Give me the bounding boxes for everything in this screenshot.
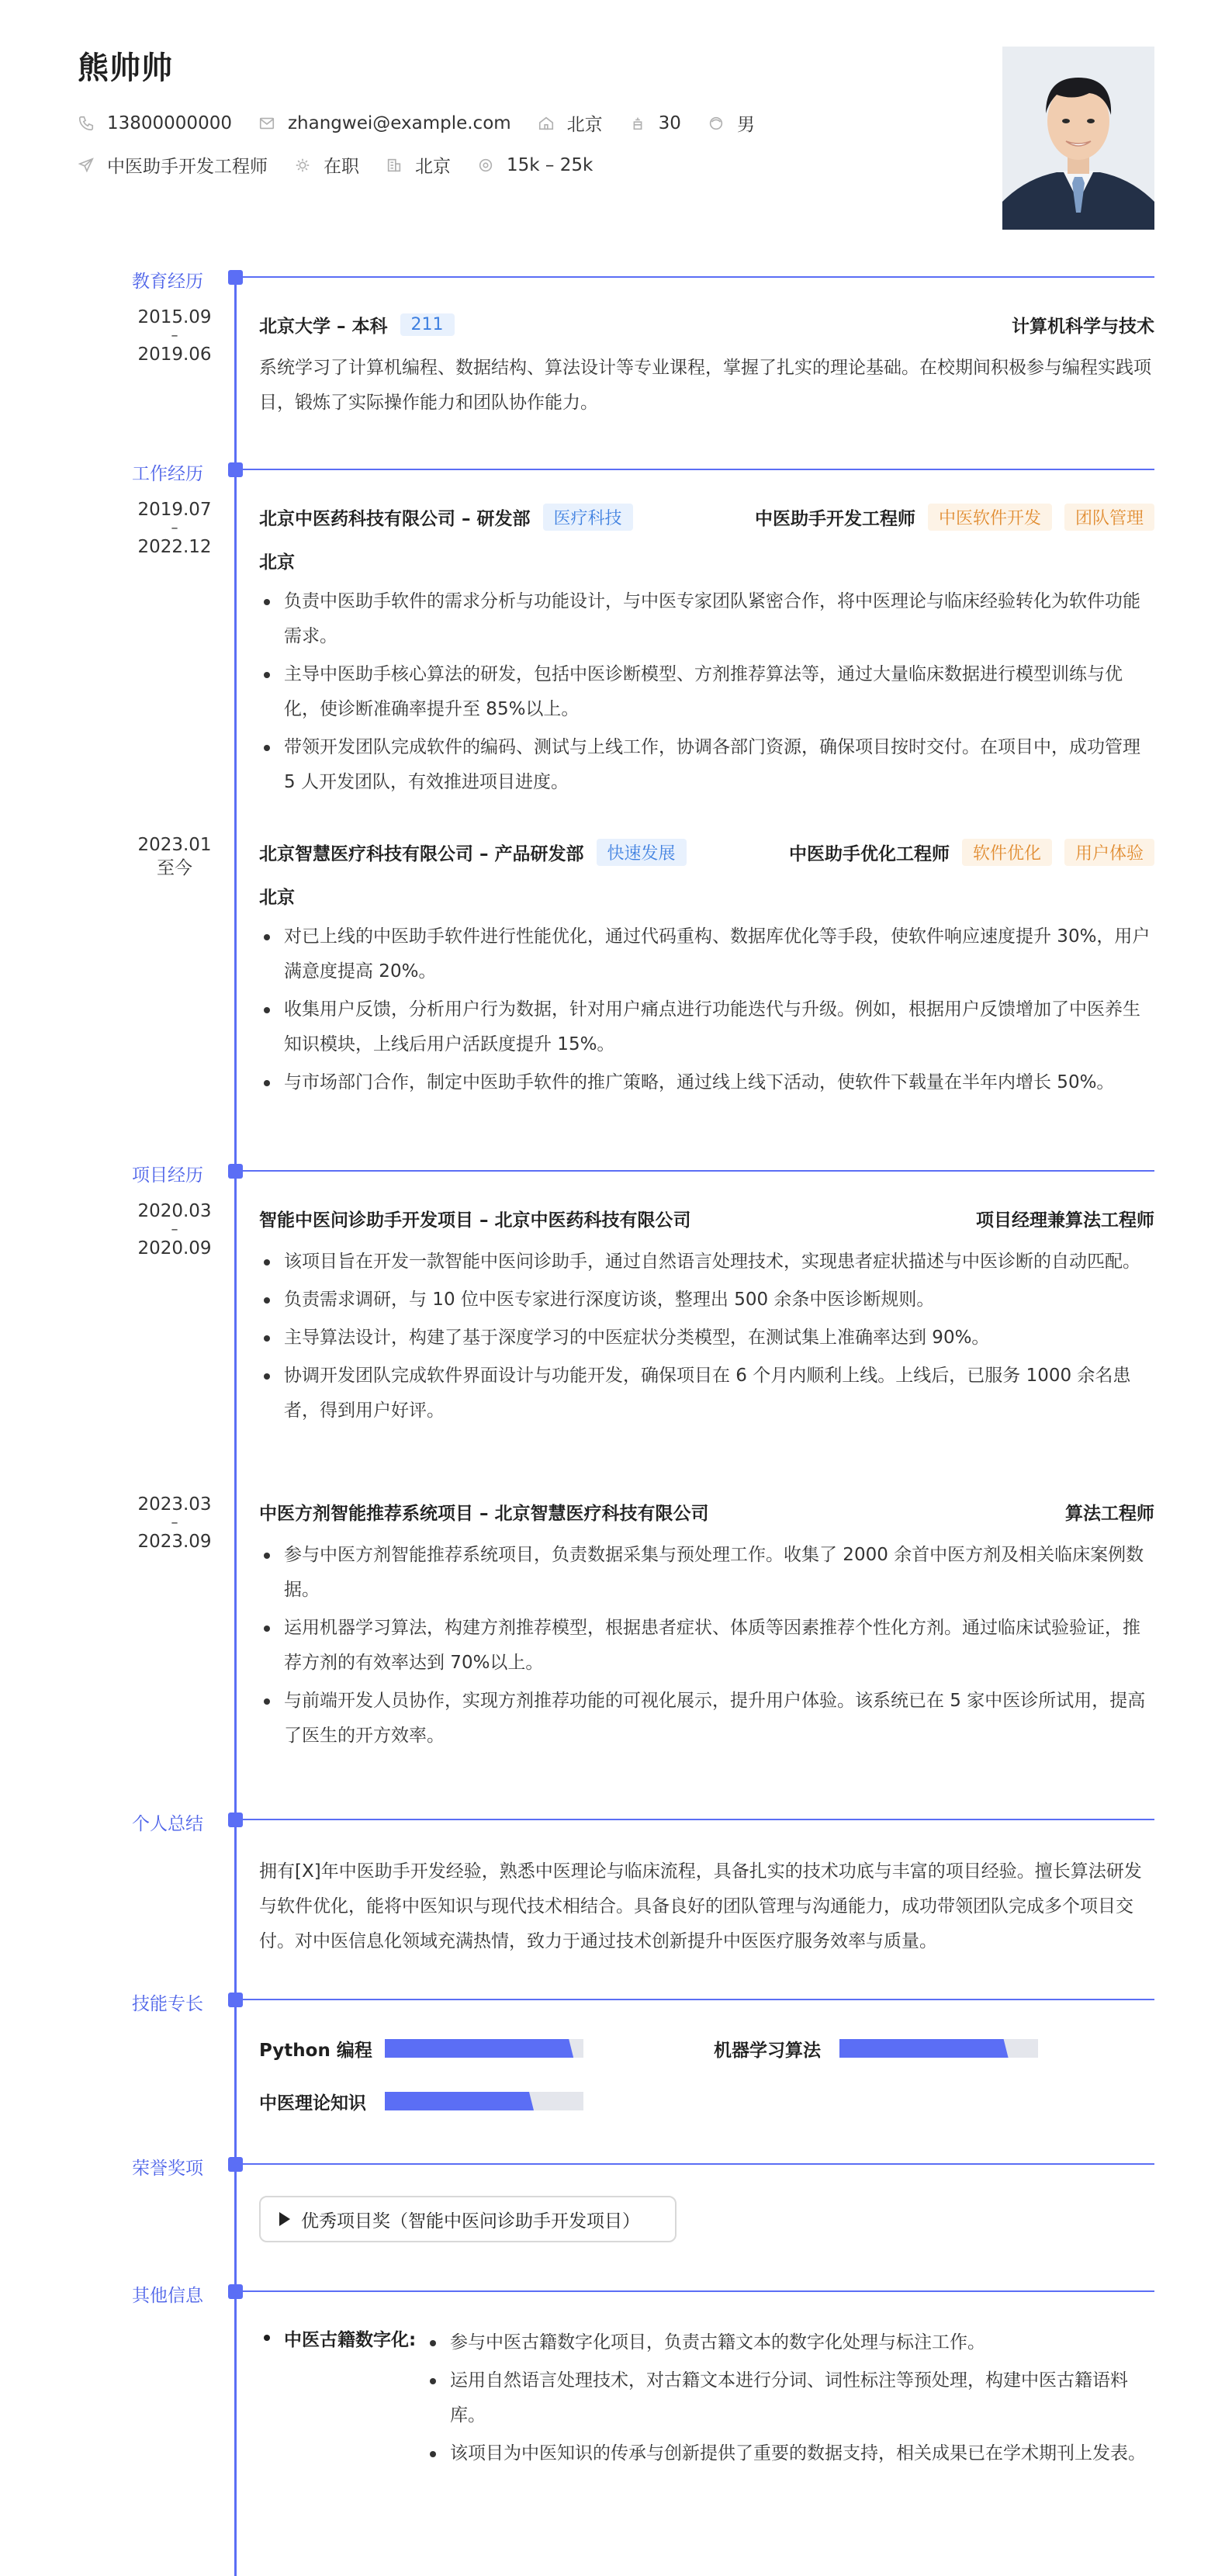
- project-entry-right: [976, 1206, 1154, 1231]
- section-marker-icon: [228, 2157, 243, 2172]
- date-separator: –: [171, 1515, 178, 1531]
- project-section-title: 项目经历: [132, 1165, 203, 1186]
- caret-right-icon: [279, 2212, 290, 2226]
- list-item: 该项目旨在开发一款智能中医问诊助手，通过自然语言处理技术，实现患者症状描述与中医诊断的自动匹配。: [259, 1245, 1154, 1279]
- section-marker-icon: [228, 2284, 243, 2299]
- school-tag: 211: [400, 313, 455, 336]
- candidate-name: 熊帅帅: [78, 50, 173, 86]
- date-separator: –: [171, 520, 178, 536]
- project-entry-2: [259, 1496, 1154, 1757]
- skill-item: [714, 2036, 821, 2062]
- age-text: 30: [658, 113, 681, 133]
- company-title: 北京智慧医疗科技有限公司 – 产品研发部: [259, 843, 584, 864]
- project-entry-head: [259, 1203, 1154, 1234]
- date-separator: –: [171, 327, 178, 344]
- city-item: [538, 110, 603, 136]
- education-description: 系统学习了计算机编程、数据结构、算法设计等专业课程，掌握了扎实的理论基础。在校期间积极参与编程实践项目，锻炼了实际操作能力和团队协作能力。: [259, 358, 1151, 413]
- city-text: 北京: [566, 115, 603, 135]
- list-item: 主导算法设计，构建了基于深度学习的中医症状分类模型，在测试集上准确率达到 90%。: [259, 1321, 1154, 1356]
- expected-city-item: [386, 152, 451, 178]
- skill-name: 机器学习算法: [714, 2041, 821, 2061]
- work-section-header: [0, 455, 1232, 486]
- date-start: 2015.09: [137, 307, 212, 327]
- education-section-title: 教育经历: [132, 272, 203, 292]
- section-divider: [243, 1999, 1154, 2000]
- gender-icon: [708, 115, 725, 132]
- work-date-1: [93, 498, 256, 559]
- list-item: 协调开发团队完成软件界面设计与功能开发，确保项目在 6 个月内顺利上线。上线后，已服务 1000 余名患者，得到用户好评。: [259, 1359, 1154, 1428]
- work-entry-head: [259, 501, 1154, 532]
- skill-bar: [385, 2039, 583, 2058]
- work-entry-right: [789, 839, 1154, 866]
- education-section-header: [0, 262, 1232, 293]
- honors-section-title: 荣誉奖项: [132, 2159, 203, 2179]
- other-section-header: [0, 2277, 1232, 2308]
- position-item: [78, 152, 268, 178]
- section-marker-icon: [228, 462, 243, 477]
- education-entry-left: [259, 312, 455, 338]
- status-text: 在职: [324, 157, 359, 177]
- section-marker-icon: [228, 1164, 243, 1179]
- work-location: 北京: [259, 552, 295, 573]
- section-marker-icon: [228, 1813, 243, 1827]
- date-end: 2020.09: [137, 1238, 212, 1259]
- list-item: 该项目为中医知识的传承与创新提供了重要的数据支持，相关成果已在学术期刊上发表。: [425, 2436, 1154, 2471]
- gender-text: 男: [736, 115, 755, 135]
- list-item: 对已上线的中医助手软件进行性能优化，通过代码重构、数据库优化等手段，使软件响应速度提升 30%，用户满意度提高 20%。: [259, 919, 1154, 989]
- section-divider: [243, 469, 1154, 470]
- role-title: 中医助手优化工程师: [788, 843, 950, 864]
- project-bullets: [259, 1538, 1154, 1754]
- skill-bar-fill: [385, 2039, 573, 2058]
- home-icon: [538, 115, 555, 132]
- avatar-portrait-icon: [1002, 47, 1154, 230]
- work-bullets: [259, 919, 1154, 1100]
- project-entry-1: [259, 1203, 1154, 1432]
- position-text: 中医助手开发工程师: [107, 157, 268, 177]
- section-divider: [243, 2163, 1154, 2165]
- age-item: [629, 113, 681, 133]
- work-entry-1: [259, 501, 1154, 803]
- salary-icon: [477, 157, 494, 174]
- work-entry-left: [259, 504, 633, 531]
- role-title: 中医助手开发工程师: [754, 508, 915, 529]
- phone-icon: [78, 115, 95, 132]
- section-divider: [243, 1170, 1154, 1172]
- work-entry-2: [259, 836, 1154, 1103]
- date-end: 2023.09: [137, 1532, 212, 1552]
- date-start: 2019.07: [137, 500, 212, 520]
- major-text: 计算机科学与技术: [1012, 316, 1154, 337]
- project-entry-left: [259, 1206, 691, 1231]
- send-icon: [78, 157, 95, 174]
- work-entry-right: [755, 504, 1154, 531]
- other-section-title: 其他信息: [132, 2286, 203, 2306]
- company-tag: 快速发展: [597, 839, 687, 866]
- timeline-line: [234, 278, 237, 2576]
- email-item: [258, 113, 511, 133]
- role-tag: 软件优化: [962, 839, 1052, 866]
- section-marker-icon: [228, 270, 243, 285]
- expected-city-text: 北京: [415, 157, 451, 177]
- project-date-2: [93, 1493, 256, 1553]
- list-item: 与市场部门合作，制定中医助手软件的推广策略，通过线上线下活动，使软件下载量在半年内增长 50%。: [259, 1065, 1154, 1100]
- project-bullets: [259, 1245, 1154, 1428]
- other-info-label: 中医古籍数字化:: [259, 2325, 416, 2351]
- education-entry: [259, 309, 1154, 421]
- honor-text: 优秀项目奖（智能中医问诊助手开发项目）: [301, 2211, 640, 2231]
- list-item: 运用机器学习算法，构建方剂推荐模型，根据患者症状、体质等因素推荐个性化方剂。通过临床试验验证，推荐方剂的有效率达到 70%以上。: [259, 1611, 1154, 1681]
- mail-icon: [258, 115, 275, 132]
- work-bullets: [259, 584, 1154, 800]
- section-marker-icon: [228, 1993, 243, 2007]
- phone-item: [78, 113, 232, 133]
- status-icon: [294, 157, 311, 174]
- skills-section-header: [0, 1985, 1232, 2016]
- project-title: 中医方剂智能推荐系统项目 – 北京智慧医疗科技有限公司: [259, 1503, 709, 1524]
- project-role: 项目经理兼算法工程师: [976, 1210, 1154, 1231]
- skill-name: Python 编程: [259, 2041, 372, 2061]
- company-tag: 医疗科技: [543, 504, 633, 531]
- date-end: 至今: [157, 858, 192, 878]
- project-title: 智能中医问诊助手开发项目 – 北京中医药科技有限公司: [259, 1210, 691, 1231]
- contact-row: [78, 110, 781, 136]
- other-info-bullets: [425, 2325, 1154, 2474]
- skill-bar: [839, 2039, 1038, 2058]
- skill-item: [259, 2036, 372, 2062]
- list-item: 参与中医古籍数字化项目，负责古籍文本的数字化处理与标注工作。: [425, 2325, 1154, 2360]
- age-icon: [629, 115, 646, 132]
- school-title: 北京大学 – 本科: [259, 316, 388, 337]
- list-item: 负责需求调研，与 10 位中医专家进行深度访谈，整理出 500 余条中医诊断规则。: [259, 1283, 1154, 1317]
- job-row: [78, 152, 619, 178]
- avatar: [1002, 47, 1154, 230]
- date-separator: –: [171, 1221, 178, 1238]
- phone-text: 13800000000: [107, 113, 232, 133]
- work-location: 北京: [259, 888, 295, 908]
- section-divider: [243, 2290, 1154, 2292]
- company-title: 北京中医药科技有限公司 – 研发部: [259, 508, 531, 529]
- date-end: 2019.06: [137, 345, 212, 365]
- role-tag: 用户体验: [1064, 839, 1154, 866]
- project-date-1: [93, 1200, 256, 1260]
- date-start: 2023.03: [137, 1494, 212, 1515]
- work-entry-head: [259, 836, 1154, 867]
- email-text: zhangwei@example.com: [287, 113, 511, 133]
- salary-item: [477, 155, 593, 175]
- date-start: 2020.03: [137, 1201, 212, 1221]
- list-item: 收集用户反馈，分析用户行为数据，针对用户痛点进行功能迭代与升级。例如，根据用户反馈增加了中医养生知识模块，上线后用户活跃度提升 15%。: [259, 992, 1154, 1062]
- skill-name: 中医理论知识: [259, 2093, 366, 2114]
- role-tag: 团队管理: [1064, 504, 1154, 531]
- list-item: 参与中医方剂智能推荐系统项目，负责数据采集与预处理工作。收集了 2000 余首中医方剂及相关临床案例数据。: [259, 1538, 1154, 1608]
- summary-section-title: 个人总结: [132, 1814, 203, 1834]
- honor-item[interactable]: [259, 2196, 677, 2242]
- date-end: 2022.12: [137, 537, 212, 557]
- list-item: 与前端开发人员协作，实现方剂推荐功能的可视化展示，提升用户体验。该系统已在 5 家中医诊所试用，提高了医生的开方效率。: [259, 1684, 1154, 1754]
- skills-section-title: 技能专长: [132, 1994, 203, 2014]
- project-entry-head: [259, 1496, 1154, 1527]
- summary-block: [259, 1844, 1154, 1959]
- honors-section-header: [0, 2149, 1232, 2180]
- list-item: 运用自然语言处理技术，对古籍文本进行分词、词性标注等预处理，构建中医古籍语料库。: [425, 2363, 1154, 2433]
- skill-bar: [385, 2092, 583, 2110]
- date-start: 2023.01: [137, 835, 212, 855]
- salary-text: 15k – 25k: [507, 154, 594, 175]
- summary-text: 拥有[X]年中医助手开发经验，熟悉中医理论与临床流程，具备扎实的技术功底与丰富的项目经验。擅长算法研发与软件优化，能将中医知识与现代技术相结合。具备良好的团队管理与沟通能力，成功带领团队完成多个项目交付。对中医信息化领域充满热情，致力于通过技术创新提升中医医疗服务效率与质量。: [259, 1861, 1142, 1951]
- skill-bar-fill: [839, 2039, 1009, 2058]
- list-item: 主导中医助手核心算法的研发，包括中医诊断模型、方剂推荐算法等，通过大量临床数据进行模型训练与优化，使诊断准确率提升至 85%以上。: [259, 657, 1154, 727]
- project-section-header: [0, 1156, 1232, 1187]
- work-date-2: [93, 833, 256, 880]
- gender-item: [708, 110, 755, 136]
- list-item: 负责中医助手软件的需求分析与功能设计，与中医专家团队紧密合作，将中医理论与临床经验转化为软件功能需求。: [259, 584, 1154, 654]
- status-item: [294, 152, 359, 178]
- education-entry-right: [1012, 312, 1154, 338]
- education-date: [93, 306, 256, 366]
- skill-item: [259, 2089, 366, 2114]
- summary-section-header: [0, 1805, 1232, 1836]
- section-divider: [243, 276, 1154, 278]
- project-role: 算法工程师: [1065, 1503, 1154, 1524]
- building-icon: [386, 157, 403, 174]
- work-section-title: 工作经历: [132, 464, 203, 484]
- list-item: 带领开发团队完成软件的编码、测试与上线工作，协调各部门资源，确保项目按时交付。在项目中，成功管理 5 人开发团队，有效推进项目进度。: [259, 730, 1154, 800]
- skill-bar-fill: [385, 2092, 534, 2110]
- education-entry-head: [259, 309, 1154, 340]
- project-entry-left: [259, 1499, 709, 1525]
- role-tag: 中医软件开发: [928, 504, 1052, 531]
- work-entry-left: [259, 839, 687, 866]
- project-entry-right: [1065, 1499, 1154, 1525]
- section-divider: [243, 1819, 1154, 1820]
